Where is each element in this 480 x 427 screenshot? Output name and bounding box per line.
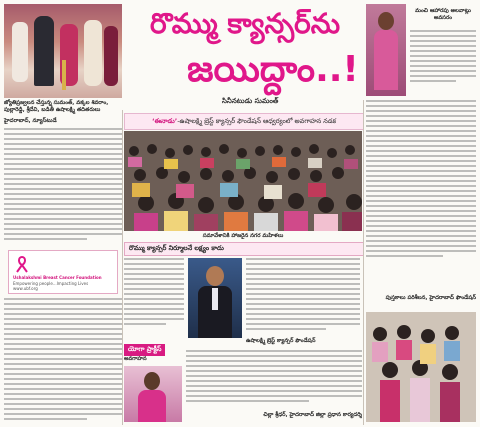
headline-line1: రొమ్ము క్యాన్సర్‌ను: [149, 7, 341, 40]
foundation-name: Ushalakshmi Breast Cancer Foundation: [13, 275, 102, 280]
crowd-caption: సమావేశానికి హాజరైన నగర మహిళలు: [202, 233, 284, 239]
left-text-column: [4, 128, 122, 243]
speaker-woman-photo: [366, 4, 406, 96]
bottom-center-text: [186, 350, 362, 405]
column-divider-left: [122, 110, 123, 425]
banner-text: -ఉషాలక్ష్మి బ్రెస్ట్ క్యాన్సర్ ఫౌండేషన్ ఆధ్వర్యంలో అవగాహన నడక: [177, 117, 337, 125]
mid-center-text: [246, 258, 360, 333]
speaker-caption: ఉషాలక్ష్మి బ్రెస్ట్ క్యాన్సర్ ఫౌండేషన్: [246, 338, 316, 344]
left-text-column-2: [4, 298, 122, 423]
foundation-tagline: Empowering people...Impacting Lives: [13, 281, 89, 286]
foundation-site: www.ubf.org: [13, 286, 38, 291]
headline-line2: జయిద్దాం..!: [187, 49, 359, 90]
mid-box-title: రొమ్ము క్యాన్సర్ నిర్మూలనే లక్ష్యం కాదు: [129, 244, 224, 252]
foundation-ad: [8, 250, 118, 294]
byline: సినీనటుడు సుమంత్: [222, 97, 279, 105]
mid-left-text: [124, 258, 184, 328]
group-women-photo: [366, 312, 476, 422]
left-photo-caption: జ్యోతిప్రజ్వలన చేస్తున్న సుమంత్, వక్కల శివరాం, పుల్లారెడ్డి, శ్రీదేవి, బడితీ ఉషాలక్ష్మి తదితరులు: [4, 100, 109, 113]
yoga-label: అవగాహన: [124, 356, 147, 362]
crowd-illustration: [124, 131, 362, 231]
yoga-tag: యోగా ప్రాక్టీస్: [124, 344, 165, 356]
right-top-text-column: [410, 30, 476, 85]
right-bottom-caption: పుస్తకాలు పరిశీలన, హైదరాబాద్ ఫౌండేషన్: [385, 295, 476, 301]
column-divider-right: [363, 100, 364, 425]
crowd-photo: [124, 131, 362, 231]
speaker-man-photo: [188, 258, 242, 338]
group-illustration: [366, 312, 476, 422]
mid-feature-box: [124, 242, 364, 256]
right-text-column: [366, 100, 476, 260]
right-top-caption: మంచి ఆహారపు అలవాట్లు అవసరం: [415, 8, 471, 21]
lighting-ceremony-photo: [4, 4, 122, 98]
yoga-speaker-photo: [124, 366, 182, 422]
banner-brand: ‘ఈనాడు’: [151, 117, 178, 125]
bottom-caption: చిల్లా శ్రీధర్, హైదరాబాద్ జిల్లా ప్రధాన కార్యదర్శి: [263, 412, 362, 418]
pink-ribbon-icon: [15, 255, 29, 273]
event-banner: [124, 113, 364, 130]
dateline: హైదరాబాద్, న్యూస్‌టుడే: [4, 118, 57, 124]
